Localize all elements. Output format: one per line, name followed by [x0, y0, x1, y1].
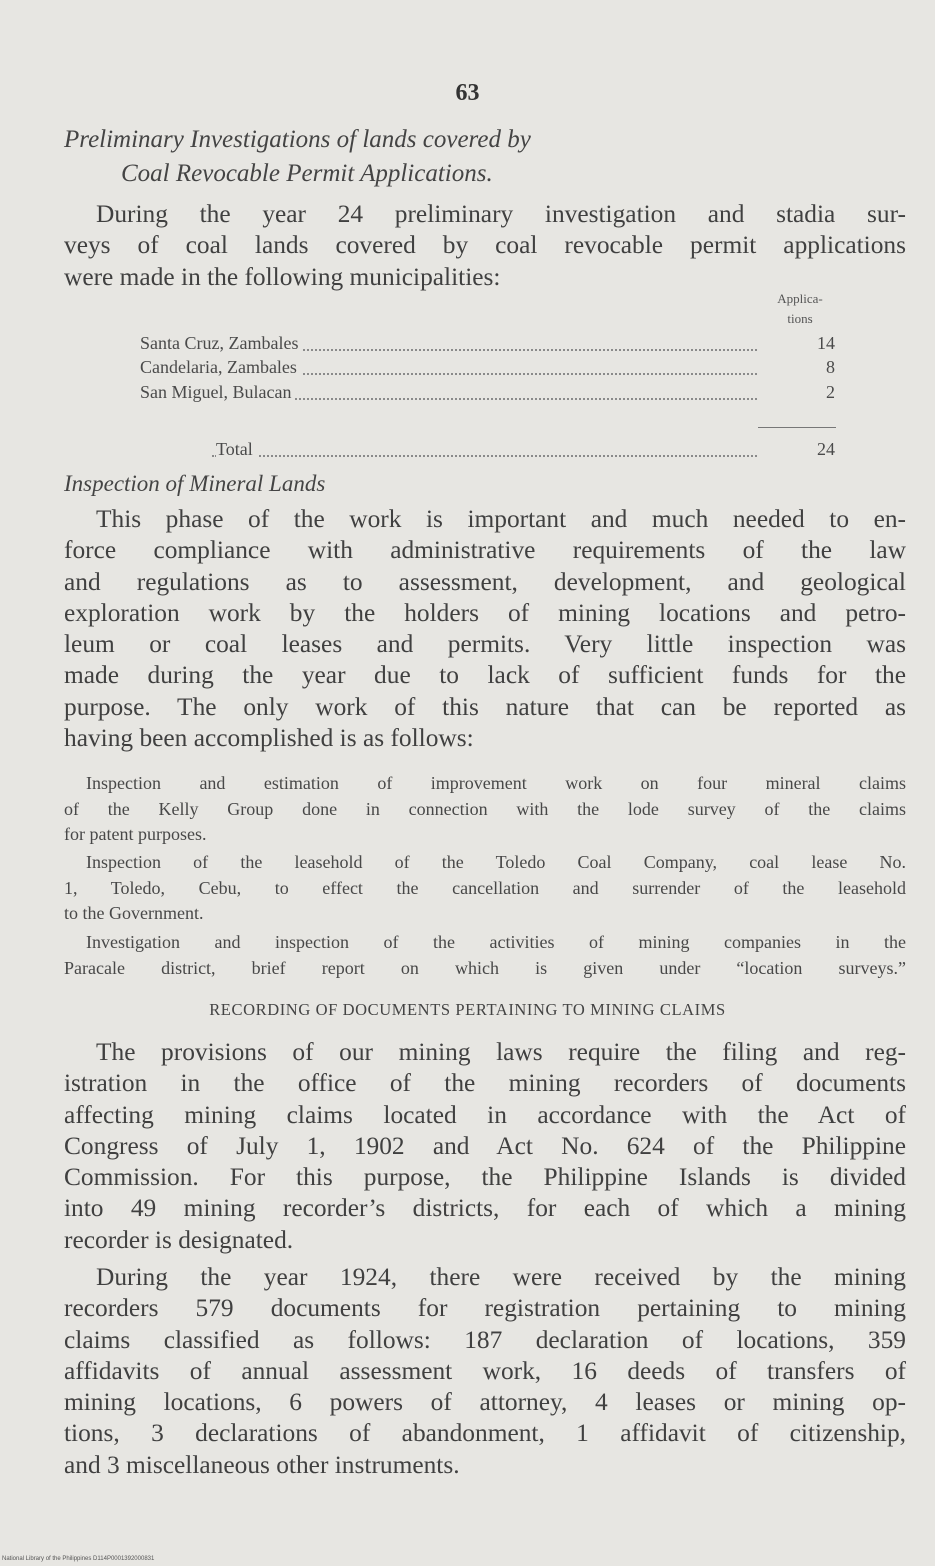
paragraph-recording-1	[64, 1037, 906, 1256]
text-line: During the year 1924, there were received by the mining	[96, 1263, 906, 1291]
section-heading-preliminary-line1: Preliminary Investigations of lands covered by	[64, 126, 531, 153]
section-heading-recording: RECORDING OF DOCUMENTS PERTAINING TO MINING CLAIMS	[209, 1000, 726, 1019]
row-value: 2	[826, 382, 835, 402]
row-label: San Miguel, Bulacan	[140, 382, 295, 403]
table-column-header	[760, 289, 840, 329]
table-header-line: Applica-	[777, 291, 823, 306]
text-line: During the year 24 preliminary investigation and stadia sur-	[96, 200, 906, 228]
section-heading-inspection: Inspection of Mineral Lands	[64, 471, 326, 496]
text-line: force compliance with administrative requirements of the law	[64, 536, 906, 565]
text-line: into 49 mining recorder’s districts, for each of which a mining	[64, 1194, 906, 1223]
text-line: claims classified as follows: 187 declaration of locations, 359	[64, 1325, 906, 1354]
text-line: Congress of July 1, 1902 and Act No. 624 of the Philippine	[64, 1131, 906, 1160]
text-line: Investigation and inspection of the activities of mining companies in the	[86, 932, 906, 952]
text-line: of the Kelly Group done in connection with the lode survey of the claims	[64, 798, 906, 819]
total-value: 24	[817, 439, 835, 459]
total-rule	[758, 427, 836, 428]
text-line: The provisions of our mining laws require the filing and reg-	[96, 1038, 906, 1066]
text-line: istration in the office of the mining recorders of documents	[64, 1069, 906, 1098]
text-line: purpose. The only work of this nature that can be reported as	[64, 692, 906, 721]
table-row	[140, 357, 835, 381]
row-label: Santa Cruz, Zambales	[140, 333, 302, 354]
text-line: recorder is designated.	[64, 1225, 294, 1254]
text-line: Commission. For this purpose, the Philippine Islands is divided	[64, 1163, 906, 1192]
table-row	[140, 333, 835, 357]
text-line: tions, 3 declarations of abandonment, 1 affidavit of citizenship,	[64, 1419, 906, 1448]
text-line: made during the year due to lack of sufficient funds for the	[64, 661, 906, 690]
row-value: 8	[826, 357, 835, 377]
text-line: veys of coal lands covered by coal revocable permit applications	[64, 231, 906, 260]
row-value: 14	[817, 333, 835, 353]
text-line: were made in the following municipalities:	[64, 262, 501, 291]
inspection-item-1	[64, 771, 906, 848]
text-line: to the Government.	[64, 903, 204, 923]
text-line: exploration work by the holders of mining locations and petro-	[64, 598, 906, 627]
footer-source: National Library of the Philippines D114P0001392000831	[2, 1556, 155, 1562]
table-row	[140, 382, 835, 406]
text-line: and 3 miscellaneous other instruments.	[64, 1450, 460, 1479]
text-line: This phase of the work is important and much needed to en-	[96, 505, 906, 533]
inspection-item-2	[64, 850, 906, 927]
table-header-line: tions	[787, 311, 813, 326]
paragraph-recording-2	[64, 1262, 906, 1481]
table-total-row	[140, 439, 835, 463]
text-line: affidavits of annual assessment work, 16 deeds of transfers of	[64, 1356, 906, 1385]
text-line: mining locations, 6 powers of attorney, 4 leases or mining op-	[64, 1388, 906, 1417]
text-line: Inspection of the leasehold of the Toledo Coal Company, coal lease No.	[86, 852, 906, 872]
dot-leader	[212, 455, 757, 457]
text-line: recorders 579 documents for registration pertaining to mining	[64, 1294, 906, 1323]
paragraph-preliminary	[64, 199, 906, 293]
section-heading-preliminary-line2: Coal Revocable Permit Applications.	[121, 160, 493, 187]
text-line: leum or coal leases and permits. Very little inspection was	[64, 630, 906, 659]
text-line: and regulations as to assessment, development, and geological	[64, 567, 906, 596]
text-line: affecting mining claims located in accordance with the Act of	[64, 1100, 906, 1129]
paragraph-inspection	[64, 504, 906, 754]
text-line: 1, Toledo, Cebu, to effect the cancellation and surrender of the leasehold	[64, 877, 906, 898]
page-number: 63	[455, 80, 480, 106]
text-line: Inspection and estimation of improvement work on four mineral claims	[86, 773, 906, 793]
row-label: Candelaria, Zambales	[140, 357, 301, 378]
text-line: for patent purposes.	[64, 824, 207, 844]
text-line: having been accomplished is as follows:	[64, 724, 474, 753]
inspection-item-3	[64, 930, 906, 981]
text-line: Paracale district, brief report on which is given under “location surveys.”	[64, 957, 906, 978]
total-label: Total	[216, 439, 257, 460]
